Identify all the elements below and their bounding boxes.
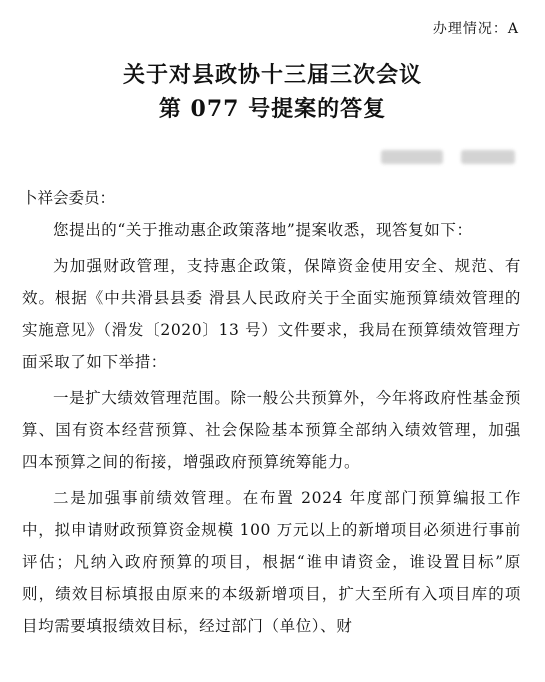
paragraph xyxy=(22,250,521,378)
title-line-1: 关于对县政协十三届三次会议 xyxy=(122,62,422,88)
paragraph-text: 在布置 2024 年度部门预算编报工作中，拟申请财政预算资金规模 100 万元以上的新增项目必须进行事前评估；凡纳入政府预算的项目，根据“谁申请资金，谁设置目标”原则，绩效目标填报由原来的本级新增项目，扩大至所有入项目库的项目均需要填报绩效目标，经过部门（单位）、财 xyxy=(22,489,522,635)
paragraph xyxy=(22,382,521,478)
redacted-reference xyxy=(381,150,515,164)
paragraph-text: 为加强财政管理，支持惠企政策，保障资金使用安全、规范、有效。根据《中共滑县县委 滑县人民政府关于全面实施预算绩效管理的实施意见》（滑发〔2020〕13 号）文件要求，我局在预算绩效管理方面采取了如下举措： xyxy=(22,257,521,371)
title-line-2: 第 077 号提案的答复 xyxy=(158,96,387,122)
redacted-block xyxy=(381,150,443,164)
redacted-block xyxy=(461,150,515,164)
document-body xyxy=(22,214,521,646)
document-title xyxy=(0,58,545,126)
paragraph-text: 您提出的“关于推动惠企政策落地”提案收悉，现答复如下： xyxy=(53,221,473,239)
paragraph-text: 除一般公共预算外，今年将政府性基金预算、国有资本经营预算、社会保险基本预算全部纳入绩效管理，加强四本预算之间的衔接，增强政府预算统筹能力。 xyxy=(22,389,521,471)
paragraph-lead: 二是加强事前绩效管理。 xyxy=(53,489,243,507)
paragraph xyxy=(22,214,521,246)
paragraph xyxy=(22,482,521,642)
handling-status: 办理情况：A xyxy=(432,21,519,37)
paragraph-lead: 一是扩大绩效管理范围。 xyxy=(53,389,231,407)
addressee: 卜祥会委员： xyxy=(22,189,116,207)
